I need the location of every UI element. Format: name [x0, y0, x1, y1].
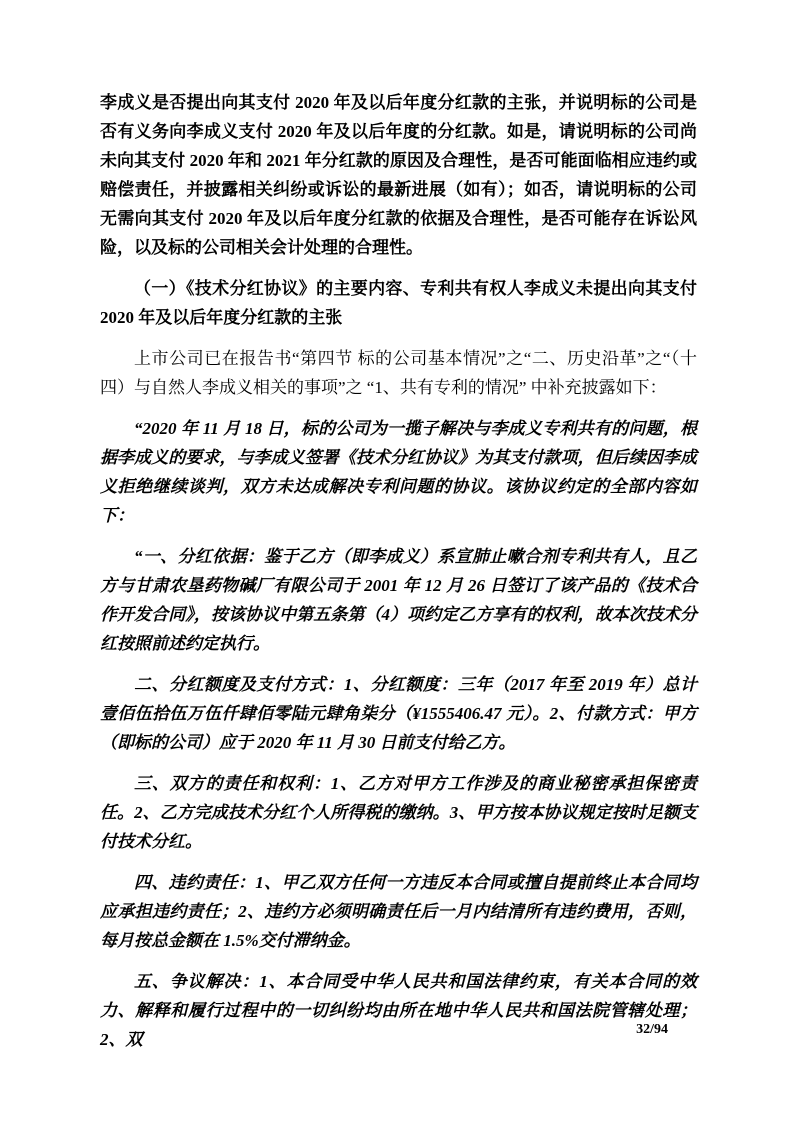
intro-paragraph: 上市公司已在报告书“第四节 标的公司基本情况”之“二、历史沿革”之“（十四）与自然人李成义相关的事项”之 “1、共有专利的情况” 中补充披露如下： — [100, 349, 697, 397]
section-heading: （一）《技术分红协议》的主要内容、专利共有权人李成义未提出向其支付 2020 年及以后年度分红款的主张 — [100, 279, 697, 327]
quote-clause-5-dispute-resolution: 五、争议解决：1、本合同受中华人民共和国法律约束，有关本合同的效力、解释和履行过程中的一切纠纷均由所在地中华人民共和国法院管辖处理；2、双 — [100, 972, 697, 1049]
quote-clause-1-dividend-basis: “一、分红依据：鉴于乙方（即李成义）系宣肺止嗽合剂专利共有人，且乙方与甘肃农垦药物碱厂有限公司于 2001 年 12 月 26 日签订了该产品的《技术合作开发合同》，按该协议中第五条第（4）项约定乙方享有的权利，故本次技术分红按照前述约定执行。 — [100, 547, 697, 653]
quote-paragraph-background: “2020 年 11 月 18 日，标的公司为一揽子解决与李成义专利共有的问题，根据李成义的要求，与李成义签署《技术分红协议》为其支付款项，但后续因李成义拒绝继续谈判，双方未达成解决专利问题的协议。该协议约定的全部内容如下： — [100, 419, 697, 525]
quote-clause-3-responsibilities: 三、双方的责任和权利：1、乙方对甲方工作涉及的商业秘密承担保密责任。2、乙方完成技术分红个人所得税的缴纳。3、甲方按本协议规定按时足额支付技术分红。 — [100, 774, 697, 851]
quote-clause-4-breach-liability: 四、违约责任：1、甲乙双方任何一方违反本合同或擅自提前终止本合同均应承担违约责任；2、违约方必须明确责任后一月内结清所有违约费用，否则，每月按总金额在 1.5%交付滞纳金。 — [100, 873, 697, 950]
page-footer — [636, 1022, 668, 1038]
page-number: 32/94 — [636, 1022, 668, 1037]
paragraph-continuation-bold: 李成义是否提出向其支付 2020 年及以后年度分红款的主张，并说明标的公司是否有义务向李成义支付 2020 年及以后年度的分红款。如是，请说明标的公司尚未向其支付 2020 年和 2021 年分红款的原因及合理性，是否可能面临相应违约或赔偿责任，并披露相关纠纷或诉讼的最新进展（如有）；如否，请说明标的公司无需向其支付 2020 年及以后年度分红款的依据及合理性，是否可能存在诉讼风险，以及标的公司相关会计处理的合理性。 — [100, 93, 697, 257]
quote-clause-2-amount-payment: 二、分红额度及支付方式：1、分红额度：三年（2017 年至 2019 年）总计壹佰伍拾伍万伍仟肆佰零陆元肆角柒分（¥1555406.47 元）。2、付款方式：甲方（即标的公司）应于 2020 年 11 月 30 日前支付给乙方。 — [100, 675, 697, 752]
